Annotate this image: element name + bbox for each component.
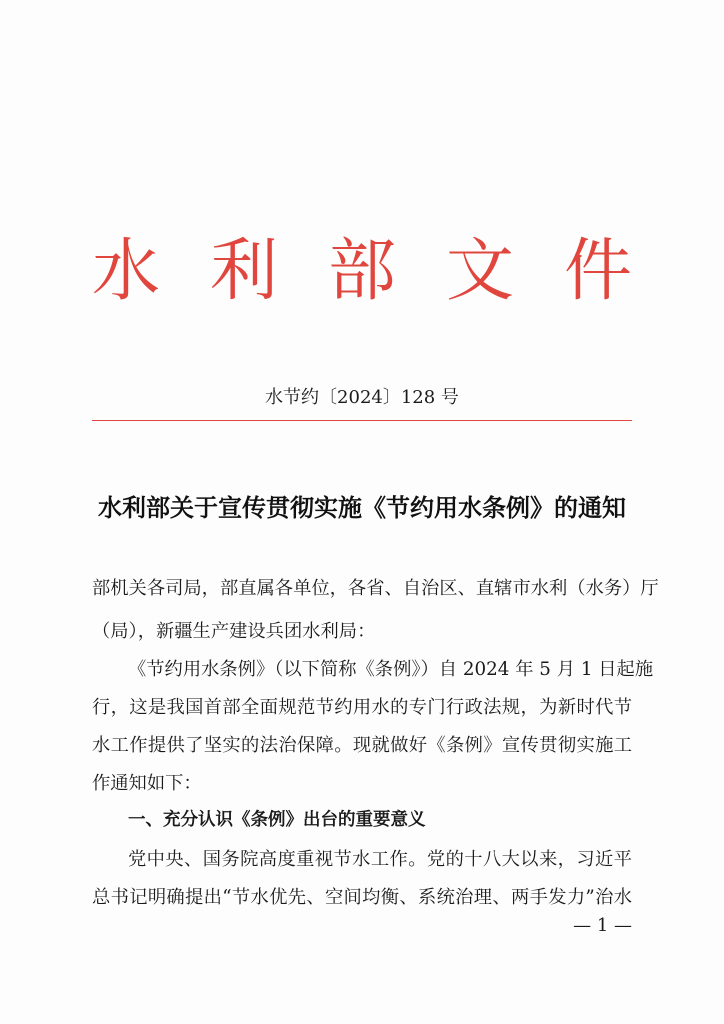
masthead-char: 利 [209, 232, 278, 311]
masthead-char: 水 [92, 232, 161, 311]
recipients-line: （局），新疆生产建设兵团水利局： [92, 621, 376, 642]
paragraph-line: 作通知如下： [92, 773, 202, 794]
document-number: 水节约〔2024〕128 号 [265, 387, 459, 408]
paragraph-line: 总书记明确提出“节水优先、空间均衡、系统治理、两手发力”治水 [92, 887, 632, 908]
section-heading: 一、充分认识《条例》出台的重要意义 [128, 810, 426, 830]
masthead-char: 部 [327, 232, 396, 311]
page-number: — 1 — [573, 915, 632, 936]
paragraph-line: 水工作提供了坚实的法治保障。现就做好《条例》宣传贯彻实施工 [92, 735, 632, 756]
masthead [92, 232, 632, 312]
paragraph-line: 党中央、国务院高度重视节水工作。党的十八大以来，习近平 [128, 849, 632, 870]
document-title: 水利部关于宣传贯彻实施《节约用水条例》的通知 [98, 494, 626, 522]
masthead-char: 文 [445, 232, 514, 311]
paragraph-line: 《节约用水条例》（以下简称《条例》）自 2024 年 5 月 1 日起施 [128, 659, 654, 680]
recipients-line: 部机关各司局，部直属各单位，各省、自治区、直辖市水利（水务）厅 [92, 578, 659, 599]
masthead-char: 件 [563, 232, 632, 311]
red-divider-line [92, 420, 632, 421]
paragraph-line: 行，这是我国首部全面规范节约用水的专门行政法规，为新时代节 [92, 697, 632, 718]
